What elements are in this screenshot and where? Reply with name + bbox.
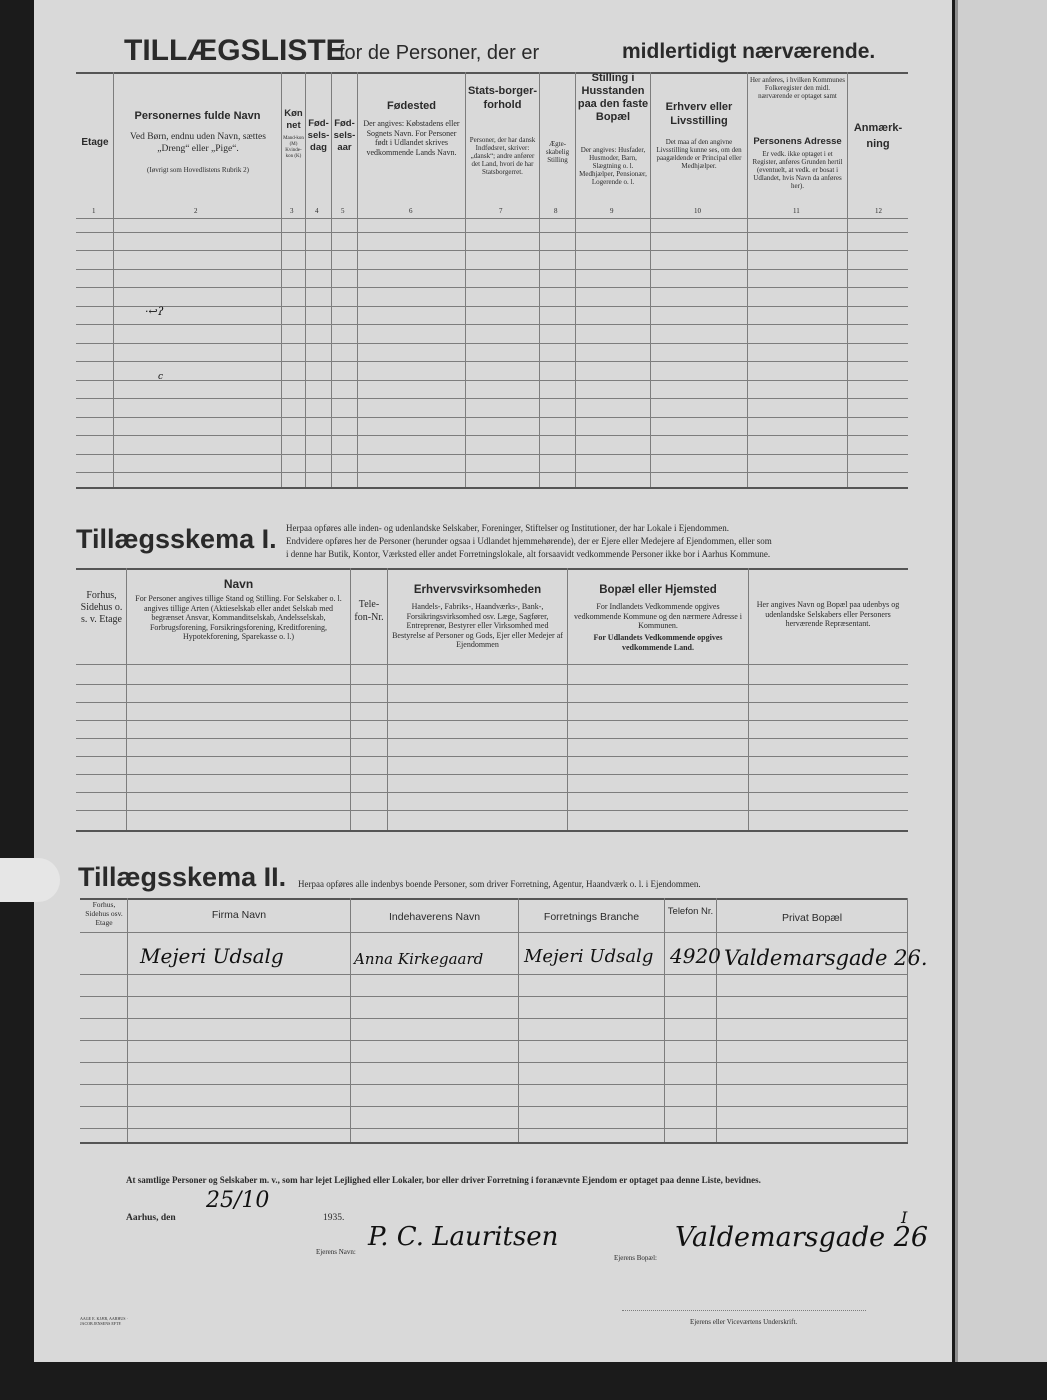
stray-mark-2: c (158, 372, 164, 382)
col-erhverv-note: Det maa af den angivne Livsstilling kunne ses, om den paagældende er Principal eller Medhjælper. (656, 138, 742, 170)
row1-telefon: 4920 (670, 944, 721, 968)
printer-mark: AAGE E. KJÆR, AARHUS · JACOB JENSENS EFTF. (80, 1316, 128, 1326)
row1-bopael: Valdemarsgade 26. (724, 946, 928, 970)
skema1-bottom-rule (76, 830, 908, 832)
table1-bottom-rule (76, 487, 908, 489)
skema1-col-navn: Navn (223, 577, 254, 591)
city-label: Aarhus, den (126, 1213, 176, 1223)
paper-tab (0, 858, 60, 902)
col-fodested-title: Fødested (387, 100, 436, 112)
row1-indehaver: Anna Kirkegaard (354, 950, 484, 968)
skema2-col-branche: Forretnings Branche (543, 911, 640, 923)
skema1-col-bopael-note2: For Udlandets Vedkommende opgives vedkommende Land. (593, 633, 723, 652)
owner-name-signature: P. C. Lauritsen (368, 1222, 559, 1252)
col-dag: Fød-sels-dag (307, 118, 330, 153)
skema1-col-bopael: Bopæl eller Hjemsted (599, 584, 717, 596)
skema2-header-rule (80, 932, 908, 933)
row1-branche: Mejeri Udsalg (524, 946, 654, 967)
skema1-title: Tillægsskema I. (76, 524, 277, 554)
col-aegte: Ægte-skabelig Stilling (545, 140, 570, 164)
owner-name-label: Ejerens Navn: (316, 1248, 356, 1256)
col-stilling-title: Stilling i Husstanden paa den faste Bopæl (577, 72, 649, 123)
table1-top-rule (76, 72, 908, 74)
col-kommune-title: Personens Adresse (753, 136, 842, 147)
col-name-title: Personernes fulde Navn (134, 110, 261, 122)
owner-address-handwritten: Valdemarsgade 26 (675, 1222, 929, 1253)
skema1-col-telefon: Tele-fon-Nr. (354, 599, 384, 623)
col-fodested-note: Der angives: Købstadens eller Sognets Navn. For Personer født i Udlandet skrives vedkommende Lands Navn. (363, 119, 460, 157)
skema1-description: Herpaa opføres alle inden- og udenlandske Selskaber, Foreninger, Stiftelser og Institutioner, der har Lokale i Ejendommen. Endvidere opføres her de Personer (herunder ogsaa i Udlandet hjemmehørende), der er Ejere eller Medejere af Ejendommen, eller som i denne har Butik, Kontor, Værksted eller andet Forretningslokale, alt forsaavidt vedkommende Personer ikke bor i Aarhus Kommune. (286, 523, 772, 559)
form-subtitle-2: midlertidigt nærværende. (622, 40, 876, 63)
attestation-statement: At samtlige Personer og Selskaber m. v., som har lejet Lejlighed eller Lokaler, bor eller driver Forretning i foranævnte Ejendom er optaget paa denne Liste, bevidnes. (126, 1175, 761, 1185)
skema1-col-bopael-note1: For Indlandets Vedkommende opgives vedkommende Kommune og den nærmere Adresse i Kommunen. (574, 602, 742, 630)
row1-firma: Mejeri Udsalg (140, 944, 284, 968)
date-handwritten: 25/10 (206, 1188, 270, 1213)
col-name-note: (Iøvrigt som Hovedlistens Rubrik 2) (147, 166, 249, 174)
skema1-col-erhverv: Erhvervsvirksomheden (413, 584, 542, 596)
skema1-col-forhus: Forhus, Sidehus o. s. v. Etage (80, 590, 123, 625)
col-kon-note: Mand-kon (M) Kvinde-kon (K) (283, 136, 304, 159)
col-kommune-note1: Her anføres, i hvilken Kommunes Folkeregister den midl. nærværende er optaget samt (749, 76, 846, 100)
form-sheet (34, 0, 952, 1362)
col-stats-title: Stats-borger-forhold (467, 85, 538, 111)
skema1-col-navn-note: For Personer angives tillige Stand og Stilling. For Selskaber o. l. angives tillige Arten (Aktieselskab eller andet Selskab med begrænset Ansvar, Kommanditselskab, Andelsselskab, Forbrugsforening, Forsikringsforening, Kreditforening, Hypotekforening, Sparekasse o. l.) (135, 594, 342, 641)
signature-caption: Ejerens eller Viceværtens Underskrift. (690, 1318, 798, 1326)
skema1-header-rule (76, 664, 908, 665)
skema1-col-erhverv-note: Handels-, Fabriks-, Haandværks-, Bank-, Forsikringsvirksomhed osv. Læge, Sagfører, Entreprenør, Bestyrer eller Virksomhed med Bestyrelse af Personer og Gods, Ejer eller Medejer af Ejendommen (392, 602, 563, 649)
col-name-sub: Ved Børn, endnu uden Navn, sættes „Dreng“ eller „Pige“. (130, 132, 266, 154)
skema2-description: Herpaa opføres alle indenbys boende Personer, som driver Forretning, Agentur, Haandværk o. l. i Ejendommen. (298, 879, 701, 889)
stray-mark: ·↩ʔ (145, 305, 164, 318)
col-aar: Fød-sels-aar (333, 118, 356, 153)
skema2-title: Tillægsskema II. (78, 862, 287, 892)
skema2-top-rule (80, 898, 908, 900)
skema2-col-bopael: Privat Bopæl (781, 912, 843, 924)
skema1-top-rule (76, 568, 908, 570)
col-stats-note: Personer, der har dansk Indfødsret, skriver: „dansk“; andre anfører det Land, hvori de har Statsborgerret. (469, 136, 536, 176)
skema2-col-firma: Firma Navn (211, 909, 267, 921)
col-kommune-note2: Er vedk. ikke optaget i et Register, anføres Grunden hertil (eventuelt, at vedk. er bosat i Udlandet, hvis Navn da anføres her). (752, 150, 843, 190)
skema2-bottom-rule (80, 1142, 908, 1144)
year-label: 1935. (323, 1213, 345, 1223)
col-stilling-note: Der angives: Husfader, Husmoder, Barn, Slægtning o. l. Medhjælper, Pensionær, Logerende o. l. (579, 146, 647, 186)
col-anmaerkning: Anmærk-ning (853, 122, 903, 150)
skema1-col-repraesentant: Her angives Navn og Bopæl paa udenbys og udenlandske Selskabers eller Personers herværende Repræsentant. (756, 600, 900, 628)
owner-address-label: Ejerens Bopæl: (614, 1254, 657, 1262)
signature-line (622, 1310, 866, 1311)
form-subtitle-1: for de Personer, der er (339, 42, 540, 64)
skema2-col-indehaver: Indehaverens Navn (388, 911, 481, 923)
col-erhverv-title: Erhverv eller Livsstilling (665, 101, 733, 127)
col-etage: Etage (81, 137, 109, 148)
col-kon: Kønnet (284, 108, 303, 131)
owner-address-sup: I (901, 1208, 908, 1227)
table1-header-rule (76, 218, 908, 219)
next-page-edge (958, 0, 1047, 1362)
skema2-col-forhus: Forhus, Sidehus osv. Etage (85, 900, 123, 927)
skema2-col-telefon: Telefon Nr. (667, 906, 714, 917)
form-title: TILLÆGSLISTE (124, 34, 346, 67)
